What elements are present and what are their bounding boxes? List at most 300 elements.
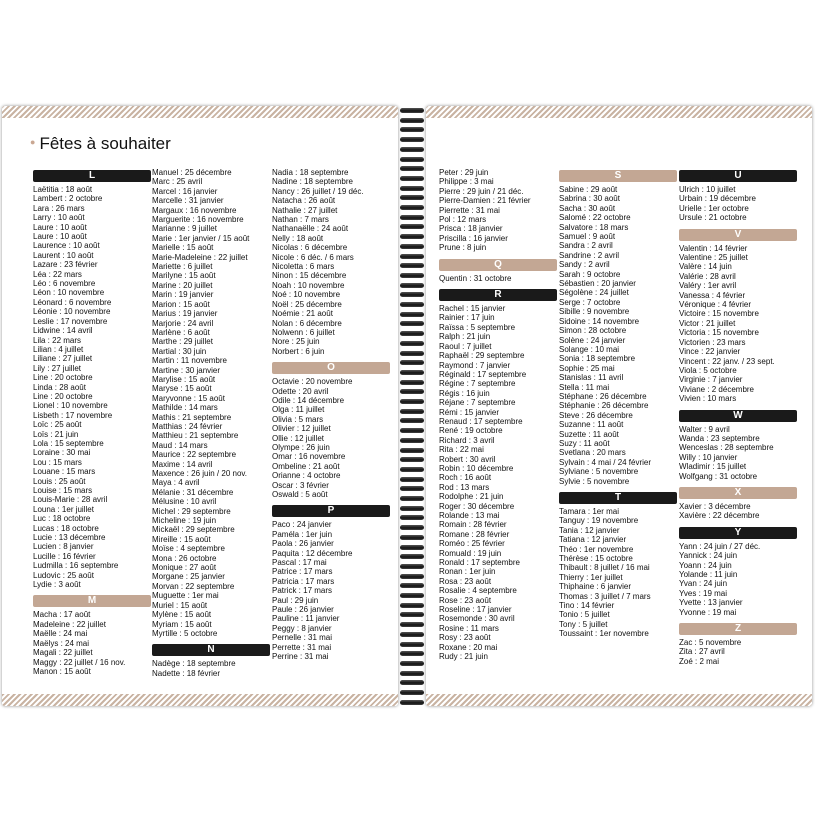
letter-header: S bbox=[559, 170, 677, 182]
name-day-entry: Valentine : 25 juillet bbox=[679, 253, 748, 263]
name-day-entry: Thérèse : 15 octobre bbox=[559, 554, 633, 564]
letter-section bbox=[679, 623, 797, 666]
name-day-entry: Walter : 9 avril bbox=[679, 424, 730, 434]
name-day-entry: Perrine : 31 mai bbox=[272, 652, 329, 662]
name-day-entry: Lidwine : 14 avril bbox=[33, 326, 93, 336]
name-day-entry: Solange : 10 mai bbox=[559, 344, 620, 354]
name-day-entry: Rémi : 15 janvier bbox=[439, 407, 500, 417]
spiral-ring bbox=[400, 671, 424, 676]
name-day-entry: Manon : 15 août bbox=[33, 666, 91, 676]
name-day-entry: Ludovic : 25 août bbox=[33, 570, 94, 580]
letter-section bbox=[33, 595, 151, 676]
letter-section bbox=[272, 168, 390, 356]
name-day-entry: Sylvie : 5 novembre bbox=[559, 476, 630, 486]
name-day-entry: Ombeline : 21 août bbox=[272, 461, 340, 471]
letter-header: Q bbox=[439, 259, 557, 271]
spiral-ring bbox=[400, 176, 424, 181]
name-day-entry: Suzette : 11 août bbox=[559, 429, 619, 439]
name-day-entry: Lionel : 10 novembre bbox=[33, 401, 108, 411]
name-day-entry: Paméla : 1er juin bbox=[272, 529, 333, 539]
letter-header: M bbox=[33, 595, 151, 607]
name-day-entry: Loïs : 21 juin bbox=[33, 429, 79, 439]
name-day-entry: Morgane : 25 janvier bbox=[152, 572, 225, 582]
name-day-entry: Mélanie : 31 décembre bbox=[152, 487, 234, 497]
name-day-entry: Leslie : 17 novembre bbox=[33, 316, 108, 326]
name-day-entry: Sibille : 9 novembre bbox=[559, 307, 630, 317]
name-day-entry: Marielle : 15 août bbox=[152, 243, 214, 253]
name-day-entry: Maryse : 15 août bbox=[152, 384, 212, 394]
name-day-entry: Peter : 29 juin bbox=[439, 168, 489, 177]
name-day-entry: Norbert : 6 juin bbox=[272, 346, 325, 356]
name-day-entry: Nathalie : 27 juillet bbox=[272, 205, 338, 215]
name-day-entry: Pol : 12 mars bbox=[439, 215, 487, 225]
name-day-entry: Manuel : 25 décembre bbox=[152, 168, 232, 177]
name-day-entry: Martine : 30 janvier bbox=[152, 365, 221, 375]
name-day-entry: Solène : 24 janvier bbox=[559, 335, 626, 345]
name-day-entry: Yvette : 13 janvier bbox=[679, 598, 743, 608]
name-column-1 bbox=[33, 168, 151, 682]
name-day-entry: Valentin : 14 février bbox=[679, 243, 748, 253]
letter-header: U bbox=[679, 170, 797, 182]
name-day-entry: Odette : 20 avril bbox=[272, 386, 329, 396]
spiral-ring bbox=[400, 418, 424, 423]
name-day-entry: Orianne : 4 octobre bbox=[272, 471, 341, 481]
name-day-entry: Noah : 10 novembre bbox=[272, 280, 345, 290]
name-day-entry: Romane : 28 février bbox=[439, 529, 510, 539]
spiral-ring bbox=[400, 486, 424, 491]
letter-header: T bbox=[559, 492, 677, 504]
spiral-ring bbox=[400, 147, 424, 152]
name-day-entry: Olivia : 5 mars bbox=[272, 414, 324, 424]
letter-header: X bbox=[679, 487, 797, 499]
spiral-ring bbox=[400, 331, 424, 336]
name-day-entry: Salvatore : 18 mars bbox=[559, 222, 629, 232]
name-day-entry: Lydie : 3 août bbox=[33, 580, 81, 590]
name-day-entry: Mélusine : 10 avril bbox=[152, 497, 217, 507]
name-day-entry: Mylène : 15 août bbox=[152, 610, 212, 620]
name-day-entry: Matthias : 24 février bbox=[152, 421, 223, 431]
spiral-ring bbox=[400, 399, 424, 404]
spiral-ring bbox=[400, 380, 424, 385]
name-day-entry: Maryvonne : 15 août bbox=[152, 393, 225, 403]
name-day-entry: Suzanne : 11 août bbox=[559, 420, 624, 430]
name-day-entry: Larry : 10 août bbox=[33, 213, 85, 223]
name-day-entry: Octavie : 20 novembre bbox=[272, 377, 353, 387]
name-day-entry: Muguette : 1er mai bbox=[152, 591, 219, 601]
name-day-entry: Vanessa : 4 février bbox=[679, 290, 746, 300]
name-day-entry: Sonia : 18 septembre bbox=[559, 354, 636, 364]
name-day-entry: Marc : 25 avril bbox=[152, 177, 203, 187]
spiral-ring bbox=[400, 108, 424, 113]
spiral-ring bbox=[400, 428, 424, 433]
name-day-entry: Serge : 7 octobre bbox=[559, 297, 621, 307]
spiral-ring bbox=[400, 321, 424, 326]
name-day-entry: Martin : 11 novembre bbox=[152, 356, 227, 366]
name-day-entry: Renaud : 17 septembre bbox=[439, 416, 523, 426]
name-day-entry: Svetlana : 20 mars bbox=[559, 448, 626, 458]
name-day-entry: Mathis : 21 septembre bbox=[152, 412, 232, 422]
name-day-entry: Pierre : 29 juin / 21 déc. bbox=[439, 186, 524, 196]
name-day-entry: Ronald : 17 septembre bbox=[439, 558, 520, 568]
name-column-5 bbox=[559, 168, 677, 645]
name-day-entry: Marcelle : 31 janvier bbox=[152, 196, 224, 206]
letter-section bbox=[439, 168, 557, 253]
name-day-entry: Rosalie : 4 septembre bbox=[439, 586, 517, 596]
name-day-entry: Moïse : 4 septembre bbox=[152, 544, 225, 554]
name-day-entry: Urbain : 19 décembre bbox=[679, 194, 756, 204]
name-day-entry: René : 19 octobre bbox=[439, 426, 503, 436]
name-day-entry: Myriam : 15 août bbox=[152, 619, 212, 629]
name-day-entry: Virginie : 7 janvier bbox=[679, 375, 743, 385]
name-day-entry: Robert : 30 avril bbox=[439, 454, 496, 464]
name-day-entry: Sandy : 2 avril bbox=[559, 260, 610, 270]
spiral-ring bbox=[400, 195, 424, 200]
spiral-ring bbox=[400, 622, 424, 627]
name-day-entry: Maëlle : 24 mai bbox=[33, 629, 88, 639]
spiral-ring bbox=[400, 186, 424, 191]
name-day-entry: Pierrette : 31 mai bbox=[439, 205, 500, 215]
name-day-entry: Pernelle : 31 mai bbox=[272, 633, 333, 643]
spiral-ring bbox=[400, 496, 424, 501]
spiral-ring bbox=[400, 593, 424, 598]
name-day-entry: Rudy : 21 juin bbox=[439, 652, 488, 662]
letter-header: W bbox=[679, 410, 797, 422]
spiral-ring bbox=[400, 564, 424, 569]
letter-header: V bbox=[679, 229, 797, 241]
name-day-entry: Nolan : 6 décembre bbox=[272, 318, 342, 328]
name-day-entry: Thibault : 8 juillet / 16 mai bbox=[559, 563, 650, 573]
name-day-entry: Véronique : 4 février bbox=[679, 300, 752, 310]
spiral-binding bbox=[398, 104, 426, 710]
name-day-entry: Rod : 13 mars bbox=[439, 482, 490, 492]
name-day-entry: Sandrine : 2 avril bbox=[559, 250, 620, 260]
name-day-entry: Sabine : 29 août bbox=[559, 185, 618, 194]
name-day-entry: Stéphane : 26 décembre bbox=[559, 391, 647, 401]
spiral-ring bbox=[400, 680, 424, 685]
letter-section bbox=[439, 289, 557, 661]
spiral-ring bbox=[400, 700, 424, 705]
name-day-entry: Régine : 7 septembre bbox=[439, 379, 516, 389]
name-day-entry: Lara : 26 mars bbox=[33, 203, 85, 213]
name-day-entry: Ulrich : 10 juillet bbox=[679, 185, 736, 194]
name-day-entry: Roméo : 25 février bbox=[439, 539, 505, 549]
name-day-entry: Marguerite : 16 novembre bbox=[152, 215, 244, 225]
name-day-entry: Léonie : 10 novembre bbox=[33, 307, 111, 317]
name-day-entry: Nadia : 18 septembre bbox=[272, 168, 349, 177]
name-day-entry: Yannick : 24 juin bbox=[679, 551, 738, 561]
name-day-entry: Nelly : 18 août bbox=[272, 233, 324, 243]
name-day-entry: Toussaint : 1er novembre bbox=[559, 629, 649, 639]
name-day-entry: Rosa : 23 août bbox=[439, 576, 492, 586]
name-day-entry: Yolande : 11 juin bbox=[679, 570, 738, 579]
name-day-entry: Viviane : 2 décembre bbox=[679, 384, 755, 394]
spiral-ring bbox=[400, 370, 424, 375]
name-day-entry: Martial : 30 juin bbox=[152, 346, 207, 356]
name-day-entry: Rosine : 11 mars bbox=[439, 623, 499, 633]
name-day-entry: Sidoine : 14 novembre bbox=[559, 316, 640, 326]
spiral-ring bbox=[400, 467, 424, 472]
spiral-ring bbox=[400, 583, 424, 588]
name-day-entry: Nadège : 18 septembre bbox=[152, 659, 236, 669]
name-day-entry: Valérie : 28 avril bbox=[679, 271, 736, 281]
name-day-entry: Régis : 16 juin bbox=[439, 388, 490, 398]
name-day-entry: Rosy : 23 août bbox=[439, 633, 491, 643]
name-day-entry: Marius : 19 janvier bbox=[152, 309, 218, 319]
name-day-entry: Maëlys : 24 mai bbox=[33, 638, 90, 648]
letter-header: P bbox=[272, 505, 390, 517]
name-day-entry: Marylise : 15 août bbox=[152, 374, 216, 384]
name-day-entry: Wanda : 23 septembre bbox=[679, 433, 760, 443]
name-day-entry: Lazare : 23 février bbox=[33, 260, 98, 270]
name-day-entry: Marie-Madeleine : 22 juillet bbox=[152, 252, 248, 262]
name-day-entry: Olga : 11 juillet bbox=[272, 405, 325, 415]
name-day-entry: Margaux : 16 novembre bbox=[152, 205, 237, 215]
name-day-entry: Rolande : 13 mai bbox=[439, 511, 500, 520]
name-day-entry: Laurence : 10 août bbox=[33, 241, 100, 251]
name-day-entry: Nore : 25 juin bbox=[272, 337, 320, 347]
letter-section bbox=[439, 259, 557, 283]
name-day-entry: Ollie : 12 juillet bbox=[272, 433, 325, 443]
name-day-entry: Maggy : 22 juillet / 16 nov. bbox=[33, 657, 126, 667]
name-day-entry: Yves : 19 mai bbox=[679, 588, 728, 598]
name-column-3 bbox=[272, 168, 390, 668]
name-day-entry: Zac : 5 novembre bbox=[679, 638, 742, 648]
name-day-entry: Tania : 12 janvier bbox=[559, 525, 620, 535]
name-day-entry: Pascal : 17 mai bbox=[272, 558, 327, 568]
name-day-entry: Robin : 10 décembre bbox=[439, 463, 514, 473]
spiral-ring bbox=[400, 312, 424, 317]
name-day-entry: Marlène : 6 août bbox=[152, 327, 210, 337]
name-day-entry: Mona : 26 octobre bbox=[152, 553, 217, 563]
name-day-entry: Laëtitia : 18 août bbox=[33, 185, 93, 194]
name-day-entry: Marcel : 16 janvier bbox=[152, 186, 218, 196]
name-day-entry: Morvan : 22 septembre bbox=[152, 581, 235, 591]
spiral-ring bbox=[400, 283, 424, 288]
name-day-entry: Laure : 10 août bbox=[33, 232, 87, 242]
name-day-entry: Louane : 15 mars bbox=[33, 467, 96, 477]
name-day-entry: Vince : 22 janvier bbox=[679, 347, 741, 357]
letter-section bbox=[559, 170, 677, 486]
name-day-entry: Nicole : 6 déc. / 6 mars bbox=[272, 252, 354, 262]
name-day-entry: Lily : 27 juillet bbox=[33, 363, 82, 373]
name-day-entry: Nathanaëlle : 24 août bbox=[272, 224, 349, 234]
name-day-entry: Richard : 3 avril bbox=[439, 435, 495, 445]
name-day-entry: Maya : 4 avril bbox=[152, 478, 200, 488]
name-day-entry: Xavier : 3 décembre bbox=[679, 501, 751, 511]
name-day-entry: Perrette : 31 mai bbox=[272, 642, 332, 652]
letter-header: Y bbox=[679, 527, 797, 539]
name-day-entry: Salomé : 22 octobre bbox=[559, 213, 631, 223]
name-day-entry: Réjane : 7 septembre bbox=[439, 398, 516, 408]
name-day-entry: Paule : 26 janvier bbox=[272, 605, 334, 615]
letter-section bbox=[559, 492, 677, 639]
name-day-entry: Muriel : 15 août bbox=[152, 600, 208, 610]
letter-section bbox=[679, 229, 797, 404]
name-day-entry: Samuel : 9 août bbox=[559, 232, 616, 242]
spiral-ring bbox=[400, 642, 424, 647]
name-day-entry: Tonio : 5 juillet bbox=[559, 610, 610, 620]
name-day-entry: Line : 20 octobre bbox=[33, 373, 93, 383]
letter-section bbox=[33, 170, 151, 589]
spiral-ring bbox=[400, 535, 424, 540]
name-day-entry: Yoann : 24 juin bbox=[679, 560, 732, 570]
name-day-entry: Liliane : 27 juillet bbox=[33, 354, 93, 364]
letter-section bbox=[272, 505, 390, 661]
name-day-entry: Tino : 14 février bbox=[559, 601, 615, 611]
name-day-entry: Simon : 28 octobre bbox=[559, 326, 627, 336]
name-day-entry: Xavière : 22 décembre bbox=[679, 511, 760, 521]
name-day-entry: Ronan : 1er juin bbox=[439, 567, 496, 577]
page-title-text: Fêtes à souhaiter bbox=[39, 134, 171, 153]
spiral-ring bbox=[400, 234, 424, 239]
name-day-entry: Oscar : 3 février bbox=[272, 480, 329, 490]
name-day-entry: Steve : 26 décembre bbox=[559, 410, 633, 420]
name-day-entry: Philippe : 3 mai bbox=[439, 177, 494, 187]
spiral-ring bbox=[400, 438, 424, 443]
name-day-entry: Madeleine : 22 juillet bbox=[33, 619, 106, 629]
name-day-entry: Noël : 25 décembre bbox=[272, 299, 342, 309]
name-day-entry: Rose : 23 août bbox=[439, 595, 492, 605]
name-day-entry: Rainier : 17 juin bbox=[439, 313, 495, 323]
name-day-entry: Thomas : 3 juillet / 7 mars bbox=[559, 591, 651, 601]
name-day-entry: Léonard : 6 novembre bbox=[33, 297, 112, 307]
name-day-entry: Roxane : 20 mai bbox=[439, 642, 498, 652]
spiral-ring bbox=[400, 632, 424, 637]
spiral-ring bbox=[400, 137, 424, 142]
name-day-entry: Valère : 14 juin bbox=[679, 262, 732, 272]
name-day-entry: Valéry : 1er avril bbox=[679, 281, 737, 291]
name-day-entry: Tanguy : 19 novembre bbox=[559, 516, 639, 526]
name-column-6 bbox=[679, 168, 797, 672]
name-day-entry: Ralph : 21 juin bbox=[439, 332, 491, 342]
name-day-entry: Thierry : 1er juillet bbox=[559, 572, 623, 582]
name-day-entry: Olympe : 26 juin bbox=[272, 442, 330, 452]
name-day-entry: Vivien : 10 mars bbox=[679, 394, 737, 404]
name-day-entry: Louna : 1er juillet bbox=[33, 504, 94, 514]
name-day-entry: Vincent : 22 janv. / 23 sept. bbox=[679, 356, 775, 366]
spiral-ring bbox=[400, 457, 424, 462]
name-day-entry: Mariette : 6 juillet bbox=[152, 262, 213, 272]
name-day-entry: Quentin : 31 octobre bbox=[439, 273, 512, 283]
letter-header: L bbox=[33, 170, 151, 182]
name-day-entry: Marthe : 29 juillet bbox=[152, 337, 213, 347]
name-day-entry: Sophie : 25 mai bbox=[559, 363, 615, 373]
spiral-ring bbox=[400, 661, 424, 666]
name-day-entry: Lucas : 18 octobre bbox=[33, 523, 99, 533]
name-day-entry: Romuald : 19 juin bbox=[439, 548, 502, 558]
spiral-ring bbox=[400, 263, 424, 268]
bottom-stripe bbox=[2, 694, 398, 706]
name-day-entry: Roch : 16 août bbox=[439, 473, 492, 483]
name-day-entry: Mickaël : 29 septembre bbox=[152, 525, 235, 535]
name-day-entry: Sylvain : 4 mai / 24 février bbox=[559, 457, 652, 467]
name-day-entry: Luc : 18 octobre bbox=[33, 514, 91, 524]
name-day-entry: Prisca : 18 janvier bbox=[439, 224, 503, 234]
name-day-entry: Urielle : 1er octobre bbox=[679, 203, 749, 213]
name-day-entry: Roseline : 17 janvier bbox=[439, 605, 512, 615]
spiral-ring bbox=[400, 166, 424, 171]
letter-header: O bbox=[272, 362, 390, 374]
spiral-ring bbox=[400, 244, 424, 249]
name-day-entry: Suzy : 11 août bbox=[559, 438, 610, 448]
name-day-entry: Macha : 17 août bbox=[33, 610, 91, 620]
name-day-entry: Roger : 30 décembre bbox=[439, 501, 515, 511]
spiral-ring bbox=[400, 360, 424, 365]
spiral-ring bbox=[400, 118, 424, 123]
name-day-entry: Paquita : 12 décembre bbox=[272, 548, 353, 558]
name-day-entry: Stella : 11 mai bbox=[559, 382, 610, 392]
top-stripe bbox=[426, 106, 812, 118]
name-day-entry: Wenceslas : 28 septembre bbox=[679, 443, 774, 453]
spiral-ring bbox=[400, 127, 424, 132]
name-day-entry: Oswald : 5 août bbox=[272, 490, 328, 499]
name-day-entry: Myrtille : 5 octobre bbox=[152, 628, 218, 638]
spiral-ring bbox=[400, 612, 424, 617]
spiral-ring bbox=[400, 545, 424, 550]
name-day-entry: Sébastien : 20 janvier bbox=[559, 279, 636, 289]
name-day-entry: Laure : 10 août bbox=[33, 222, 87, 232]
name-day-entry: Ségolène : 24 juillet bbox=[559, 288, 629, 298]
name-day-entry: Victoire : 15 novembre bbox=[679, 309, 759, 319]
name-day-entry: Nolwenn : 6 juillet bbox=[272, 327, 335, 337]
name-day-entry: Nathan : 7 mars bbox=[272, 215, 329, 225]
name-day-entry: Loraine : 30 mai bbox=[33, 448, 91, 458]
name-day-entry: Raoul : 7 juillet bbox=[439, 341, 492, 351]
name-day-entry: Lou : 15 mars bbox=[33, 457, 82, 467]
name-day-entry: Victorien : 23 mars bbox=[679, 337, 746, 347]
name-day-entry: Omar : 16 novembre bbox=[272, 452, 346, 462]
name-day-entry: Léon : 10 novembre bbox=[33, 288, 105, 298]
spiral-ring bbox=[400, 389, 424, 394]
spiral-ring bbox=[400, 525, 424, 530]
name-day-entry: Viola : 5 octobre bbox=[679, 365, 737, 375]
name-day-entry: Natacha : 26 août bbox=[272, 196, 336, 206]
name-day-entry: Zita : 27 avril bbox=[679, 647, 725, 657]
name-day-entry: Rosemonde : 30 avril bbox=[439, 614, 515, 624]
name-day-entry: Raïssa : 5 septembre bbox=[439, 322, 516, 332]
name-day-entry: Stéphanie : 26 décembre bbox=[559, 401, 649, 411]
name-day-entry: Nadette : 18 février bbox=[152, 668, 221, 678]
name-day-entry: Victor : 21 juillet bbox=[679, 318, 736, 328]
name-day-entry: Victoria : 15 novembre bbox=[679, 328, 759, 338]
name-day-entry: Laurent : 10 août bbox=[33, 250, 94, 260]
name-day-entry: Lucille : 16 février bbox=[33, 551, 96, 561]
name-day-entry: Louis-Marie : 28 avril bbox=[33, 495, 108, 505]
name-day-entry: Marilyne : 15 août bbox=[152, 271, 216, 281]
name-day-entry: Louise : 15 mars bbox=[33, 486, 93, 495]
spiral-ring bbox=[400, 603, 424, 608]
name-day-entry: Nancy : 26 juillet / 19 déc. bbox=[272, 186, 364, 196]
name-day-entry: Noé : 10 novembre bbox=[272, 290, 341, 300]
spiral-ring bbox=[400, 554, 424, 559]
spiral-ring bbox=[400, 215, 424, 220]
name-day-entry: Ninon : 15 décembre bbox=[272, 271, 347, 281]
bottom-stripe bbox=[426, 694, 812, 706]
name-day-entry: Maxime : 14 avril bbox=[152, 459, 213, 469]
letter-section bbox=[679, 410, 797, 481]
name-day-entry: Maud : 14 mars bbox=[152, 440, 208, 450]
spiral-ring bbox=[400, 341, 424, 346]
name-day-entry: Olivier : 12 juillet bbox=[272, 424, 331, 434]
name-day-entry: Peggy : 8 janvier bbox=[272, 623, 332, 633]
name-day-entry: Sabrina : 30 août bbox=[559, 194, 620, 204]
name-day-entry: Marianne : 9 juillet bbox=[152, 224, 217, 234]
name-day-entry: Monique : 27 août bbox=[152, 563, 217, 573]
letter-section bbox=[152, 644, 270, 678]
name-day-entry: Sarah : 9 octobre bbox=[559, 269, 621, 279]
letter-section bbox=[679, 527, 797, 617]
name-day-entry: Yann : 24 juin / 27 déc. bbox=[679, 541, 761, 551]
